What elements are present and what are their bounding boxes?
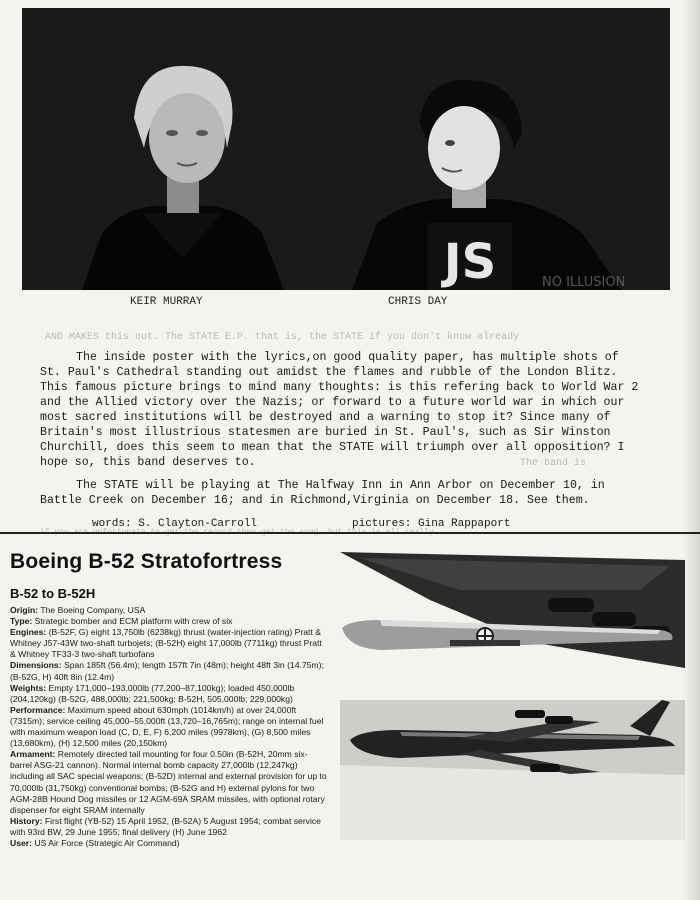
spec-label: Type: — [10, 616, 33, 627]
bleed-through-line: The band is — [520, 458, 587, 469]
spec-armament — [10, 749, 328, 816]
caption-left: KEIR MURRAY — [130, 296, 203, 308]
words-credit: words: S. Clayton-Carroll — [92, 518, 258, 530]
b52-spec-list — [10, 605, 328, 849]
pictures-credit: pictures: Gina Rappaport — [352, 518, 511, 530]
spec-text: Strategic bomber and ECM platform with crew of six — [34, 616, 233, 627]
spec-text: US Air Force (Strategic Air Command) — [34, 837, 180, 848]
b52-title: Boeing B-52 Stratofortress — [10, 550, 283, 573]
faint-poster-text: NO ILLUSION — [542, 275, 626, 290]
spec-label: User: — [10, 837, 32, 848]
spec-engines — [10, 627, 328, 660]
spec-label: Performance: — [10, 704, 66, 715]
spec-label: Origin: — [10, 605, 39, 615]
b52-illustrations — [340, 550, 685, 840]
b52-subtitle: B-52 to B-52H — [10, 586, 96, 601]
spec-label: Weights: — [10, 682, 47, 693]
spec-type — [10, 616, 328, 627]
spec-origin — [10, 605, 328, 616]
band-photo-image — [22, 8, 670, 290]
section-divider — [0, 532, 700, 534]
band-photo — [22, 8, 670, 290]
spec-label: Armament: — [10, 749, 56, 760]
spec-dimensions — [10, 660, 328, 682]
spec-text: Span 185ft (56.4m); length 157ft 7in (48m); height 48ft 3in (14.75m); (B-52G, H) 40ft 8in (12.4m) — [10, 660, 324, 682]
caption-right: CHRIS DAY — [388, 296, 448, 308]
spec-performance — [10, 705, 328, 749]
shirt-text: JS — [443, 234, 497, 290]
spec-weights — [10, 683, 328, 705]
spec-user — [10, 838, 328, 849]
spec-history — [10, 816, 328, 838]
spec-text: Maximum speed about 630mph (1014km/h) at over 24,000ft (7315m); service ceiling 45,000–55,000ft (13,720–16,765m); range on internal fuel with maximum weapon load (C, D, E, F) 6,200 miles (9978km), (G) 8,500 miles (13,680km), (H) 12,500 miles (20,150km) — [10, 704, 324, 749]
spec-text: The Boeing Company, USA — [40, 605, 146, 615]
spec-label: Dimensions: — [10, 660, 62, 671]
article-paragraph-1: The inside poster with the lyrics,on good quality paper, has multiple shots of St. Paul's Cathedral standing out amidst the flames and rubble of the London Blitz. This famous picture brings to mind many thoughts: is this refering back to World War 2 and the Allied victory over the Nazis; or forward to a future world war in which our most sacred institutions will be destroyed and a warning to stop it? Since many of Britain's most illustrious statesmen are buried in St. Paul's, such as Sir Winston Churchill, does this seem to mean that the STATE will triumph over all opposition? I hope so, this band deserves to. — [40, 351, 639, 469]
b52-drawings-image — [340, 550, 685, 840]
bleed-through-line: AND MAKES this out. The STATE E.P. that is, the STATE if you don't know already — [45, 332, 520, 343]
spec-label: History: — [10, 815, 43, 826]
page-edge-shadow — [682, 0, 700, 900]
spec-text: First flight (YB-52) 15 April 1952, (B-52A) 5 August 1954; combat service with 93rd BW, 29 June 1955; final delivery (H) June 1962 — [10, 815, 321, 837]
spec-text: Empty 171,000–193,000lb (77,200–87,100kg); loaded 450,000lb (204,120kg) (B-52G, 488,000lb; 221,500kg; B-52H, 505,000lb; 229,000kg) — [10, 682, 295, 704]
spec-label: Engines: — [10, 627, 47, 638]
spec-text: (B-52F, G) eight 13,750lb (6238kg) thrust (water-injection rating) Pratt & Whitney J57-43W two-shaft turbojets; (B-52H) eight 17,000lb (7711kg) thrust Pratt & Whitney TF33-3 two-shaft turbofans — [10, 627, 322, 660]
article-paragraph-2: The STATE will be playing at The Halfway Inn in Ann Arbor on December 10, in Battle Creek on December 16; and in Richmond,Virginia on December 18. See them. — [40, 479, 605, 507]
spec-text: Remotely directed tail mounting for four 0.50in (B-52H, 20mm six-barrel ASG-21 cannon). Normal internal bomb capacity 27,000lb (12,247kg) including all SAC special weapons; (B-52D) internal and external provision for up to 70,000lb (31,750kg) conventional bombs; (B-52G and H) external pylons for two AGM-28B Hound Dog missiles or 12 AGM-69A SRAM missiles, with optional rotary dispenser for eight SRAM internally — [10, 749, 327, 815]
